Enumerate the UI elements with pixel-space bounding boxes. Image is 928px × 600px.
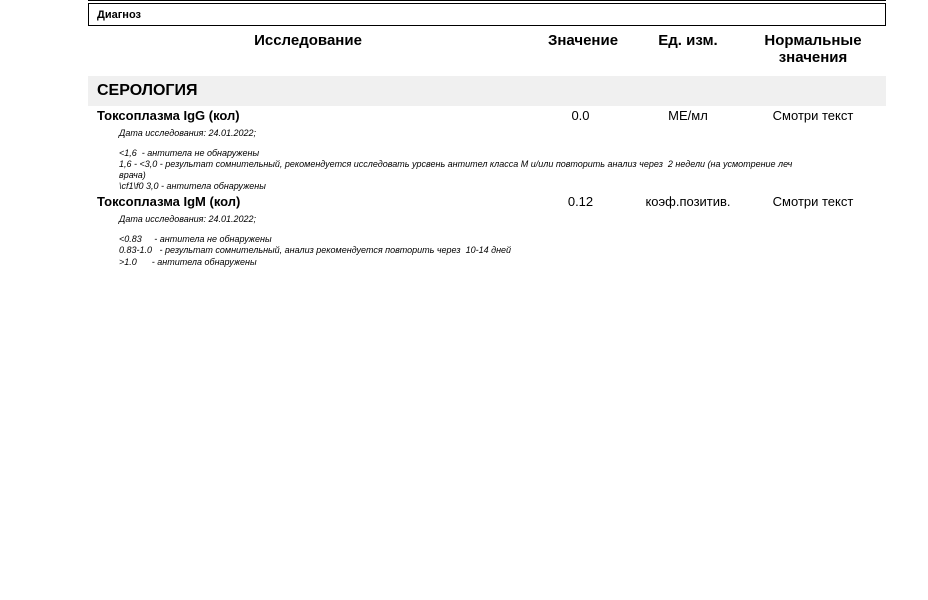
- test-norm-igm: Смотри текст: [772, 194, 854, 209]
- test-name-igg: Токсоплазма IgG (кол): [97, 108, 240, 123]
- test-value-igm: 0.12: [567, 194, 594, 209]
- test-value-igg: 0.0: [571, 108, 590, 123]
- note-igm-line-1: <0.83 - антитела не обнаружены: [119, 234, 272, 244]
- note-igg-line-1: <1,6 - антитела не обнаружены: [119, 148, 260, 158]
- test-date-igm: Дата исследования: 24.01.2022;: [119, 214, 257, 224]
- header-research: Исследование: [254, 32, 362, 49]
- note-igg-line-2: 1,6 - <3,0 - результат сомнительный, рекомендуется исследовать урсвень антител класса М и/или повторить анализ через 2 недели (на усмотрение леч: [119, 159, 793, 169]
- section-band: [88, 76, 886, 106]
- header-norm-line1: Нормальные: [764, 32, 862, 49]
- header-norm: [748, 32, 878, 66]
- diagnosis-label: Диагноз: [97, 9, 141, 21]
- note-igg-line-3: врача): [119, 170, 146, 180]
- header-value: Значение: [547, 32, 619, 49]
- test-norm-igg: Смотри текст: [772, 108, 854, 123]
- top-rule: [88, 0, 886, 1]
- test-name-igm: Токсоплазма IgM (кол): [97, 194, 241, 209]
- header-unit: Ед. изм.: [658, 32, 718, 49]
- section-title: СЕРОЛОГИЯ: [97, 82, 198, 99]
- note-igg-line-4: \cf1\f0 3,0 - антитела обнаружены: [119, 181, 266, 191]
- note-igm-line-3: >1.0 - антитела обнаружены: [119, 257, 257, 267]
- diagnosis-box: [88, 3, 886, 26]
- header-norm-line2: значения: [778, 49, 848, 66]
- test-unit-igm: коэф.позитив.: [645, 194, 731, 209]
- test-unit-igg: МЕ/мл: [668, 108, 708, 123]
- test-date-igg: Дата исследования: 24.01.2022;: [119, 128, 257, 138]
- note-igm-line-2: 0.83-1.0 - результат сомнительный, анализ рекомендуется повторить через 10-14 дней: [119, 245, 512, 255]
